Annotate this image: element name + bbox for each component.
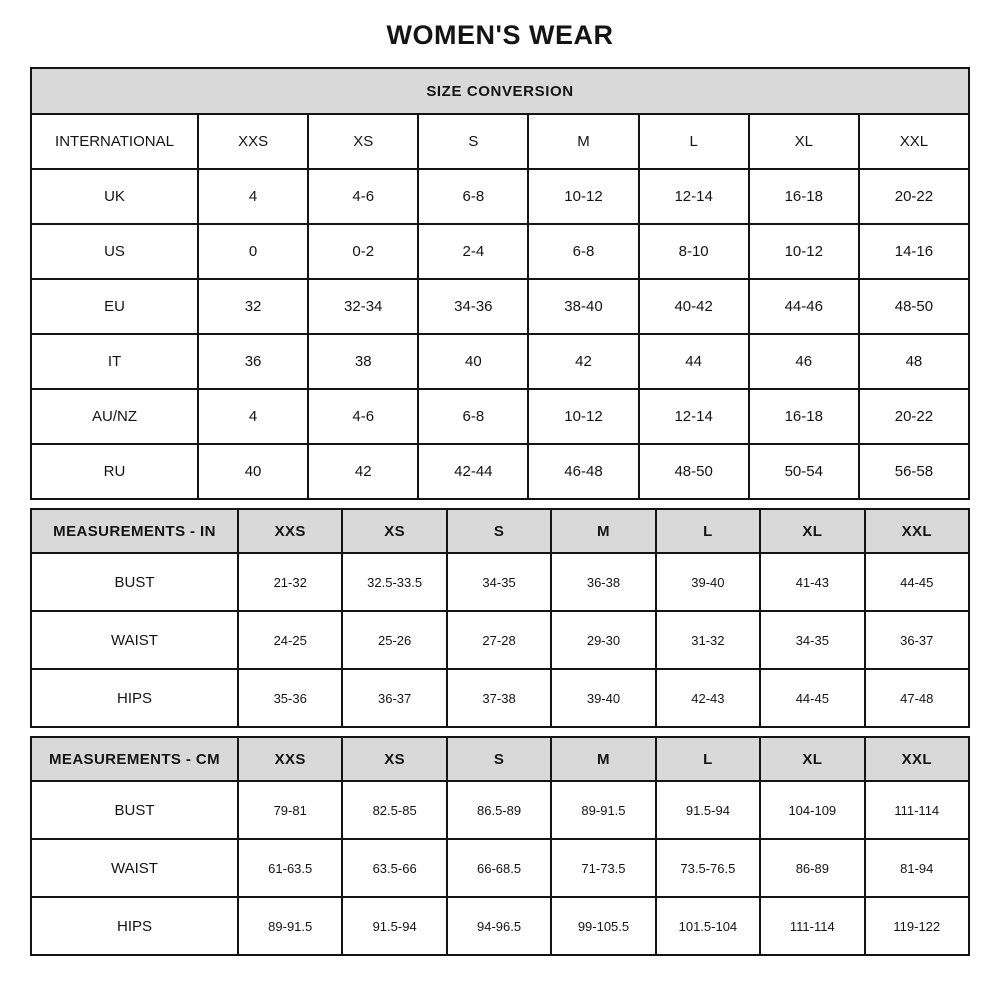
row-label: UK	[31, 169, 198, 224]
cell: 104-109	[760, 781, 864, 839]
column-header: S	[447, 509, 551, 553]
cell: XL	[749, 114, 859, 169]
cell: 89-91.5	[238, 897, 342, 955]
cell: XXL	[859, 114, 969, 169]
row-label: US	[31, 224, 198, 279]
cell: 36-37	[865, 611, 969, 669]
cell: 39-40	[551, 669, 655, 727]
cell: 36-38	[551, 553, 655, 611]
row-it	[31, 334, 969, 389]
cell: 61-63.5	[238, 839, 342, 897]
row-label: WAIST	[31, 839, 238, 897]
cell: 14-16	[859, 224, 969, 279]
cell: 111-114	[760, 897, 864, 955]
cell: 31-32	[656, 611, 760, 669]
cell: 32	[198, 279, 308, 334]
cell: 79-81	[238, 781, 342, 839]
cell: 38	[308, 334, 418, 389]
cell: 37-38	[447, 669, 551, 727]
cell: 89-91.5	[551, 781, 655, 839]
row-label: WAIST	[31, 611, 238, 669]
cell: 56-58	[859, 444, 969, 499]
cell: 46	[749, 334, 859, 389]
cell: 12-14	[639, 169, 749, 224]
cell: 40-42	[639, 279, 749, 334]
page-title: WOMEN'S WEAR	[386, 20, 614, 50]
cell: 8-10	[639, 224, 749, 279]
column-header: XXL	[865, 737, 969, 781]
row-label: HIPS	[31, 897, 238, 955]
row-international	[31, 114, 969, 169]
column-header: XS	[342, 509, 446, 553]
cell: 86.5-89	[447, 781, 551, 839]
cell: 32-34	[308, 279, 418, 334]
column-header: XXL	[865, 509, 969, 553]
column-header: S	[447, 737, 551, 781]
cell: 44	[639, 334, 749, 389]
cell: 94-96.5	[447, 897, 551, 955]
cell: 42	[308, 444, 418, 499]
size-conversion-table	[30, 67, 970, 500]
row-us	[31, 224, 969, 279]
measurements-in-table	[30, 508, 970, 728]
cell: 38-40	[528, 279, 638, 334]
cell: L	[639, 114, 749, 169]
row-label: IT	[31, 334, 198, 389]
row-eu	[31, 279, 969, 334]
row-hips-in	[31, 669, 969, 727]
cell: 44-46	[749, 279, 859, 334]
row-label: INTERNATIONAL	[31, 114, 198, 169]
cell: 81-94	[865, 839, 969, 897]
measurements-cm-table	[30, 736, 970, 956]
cell: 4-6	[308, 389, 418, 444]
cell: 40	[198, 444, 308, 499]
cell: 34-36	[418, 279, 528, 334]
cell: 10-12	[528, 389, 638, 444]
column-header: XXS	[238, 509, 342, 553]
row-label: HIPS	[31, 669, 238, 727]
cell: 2-4	[418, 224, 528, 279]
column-header: XS	[342, 737, 446, 781]
column-header: L	[656, 509, 760, 553]
cell: 6-8	[528, 224, 638, 279]
cell: 32.5-33.5	[342, 553, 446, 611]
row-aunz	[31, 389, 969, 444]
row-label: BUST	[31, 553, 238, 611]
row-hips-cm	[31, 897, 969, 955]
cell: 48	[859, 334, 969, 389]
cell: 0-2	[308, 224, 418, 279]
measurements-in-header-row	[31, 509, 969, 553]
cell: M	[528, 114, 638, 169]
cell: 101.5-104	[656, 897, 760, 955]
cell: 6-8	[418, 389, 528, 444]
cell: 25-26	[342, 611, 446, 669]
cell: 40	[418, 334, 528, 389]
cell: 91.5-94	[342, 897, 446, 955]
column-header: L	[656, 737, 760, 781]
cell: 91.5-94	[656, 781, 760, 839]
cell: 39-40	[656, 553, 760, 611]
cell: 4-6	[308, 169, 418, 224]
measurements-in-title: MEASUREMENTS - IN	[31, 509, 238, 553]
cell: 44-45	[865, 553, 969, 611]
cell: 6-8	[418, 169, 528, 224]
cell: 119-122	[865, 897, 969, 955]
cell: 35-36	[238, 669, 342, 727]
cell: 4	[198, 389, 308, 444]
cell: 16-18	[749, 389, 859, 444]
cell: 86-89	[760, 839, 864, 897]
cell: 42	[528, 334, 638, 389]
column-header: XXS	[238, 737, 342, 781]
row-label: AU/NZ	[31, 389, 198, 444]
size-conversion-title: SIZE CONVERSION	[31, 68, 969, 114]
cell: 50-54	[749, 444, 859, 499]
cell: 47-48	[865, 669, 969, 727]
cell: 0	[198, 224, 308, 279]
cell: 27-28	[447, 611, 551, 669]
cell: 21-32	[238, 553, 342, 611]
cell: 34-35	[760, 611, 864, 669]
measurements-cm-title: MEASUREMENTS - CM	[31, 737, 238, 781]
column-header: XL	[760, 737, 864, 781]
cell: 20-22	[859, 169, 969, 224]
row-waist-in	[31, 611, 969, 669]
cell: 46-48	[528, 444, 638, 499]
column-header: XL	[760, 509, 864, 553]
cell: S	[418, 114, 528, 169]
cell: 42-43	[656, 669, 760, 727]
cell: 10-12	[749, 224, 859, 279]
cell: 66-68.5	[447, 839, 551, 897]
cell: 36	[198, 334, 308, 389]
cell: XS	[308, 114, 418, 169]
cell: XXS	[198, 114, 308, 169]
cell: 82.5-85	[342, 781, 446, 839]
row-label: BUST	[31, 781, 238, 839]
column-header: M	[551, 509, 655, 553]
cell: 12-14	[639, 389, 749, 444]
row-bust-in	[31, 553, 969, 611]
row-bust-cm	[31, 781, 969, 839]
cell: 63.5-66	[342, 839, 446, 897]
cell: 36-37	[342, 669, 446, 727]
cell: 48-50	[639, 444, 749, 499]
row-label: EU	[31, 279, 198, 334]
cell: 16-18	[749, 169, 859, 224]
row-waist-cm	[31, 839, 969, 897]
measurements-cm-header-row	[31, 737, 969, 781]
cell: 71-73.5	[551, 839, 655, 897]
cell: 29-30	[551, 611, 655, 669]
cell: 44-45	[760, 669, 864, 727]
cell: 73.5-76.5	[656, 839, 760, 897]
cell: 10-12	[528, 169, 638, 224]
cell: 99-105.5	[551, 897, 655, 955]
cell: 48-50	[859, 279, 969, 334]
cell: 34-35	[447, 553, 551, 611]
cell: 41-43	[760, 553, 864, 611]
row-uk	[31, 169, 969, 224]
cell: 24-25	[238, 611, 342, 669]
cell: 111-114	[865, 781, 969, 839]
cell: 4	[198, 169, 308, 224]
cell: 42-44	[418, 444, 528, 499]
size-conversion-header-row	[31, 68, 969, 114]
row-ru	[31, 444, 969, 499]
row-label: RU	[31, 444, 198, 499]
column-header: M	[551, 737, 655, 781]
cell: 20-22	[859, 389, 969, 444]
